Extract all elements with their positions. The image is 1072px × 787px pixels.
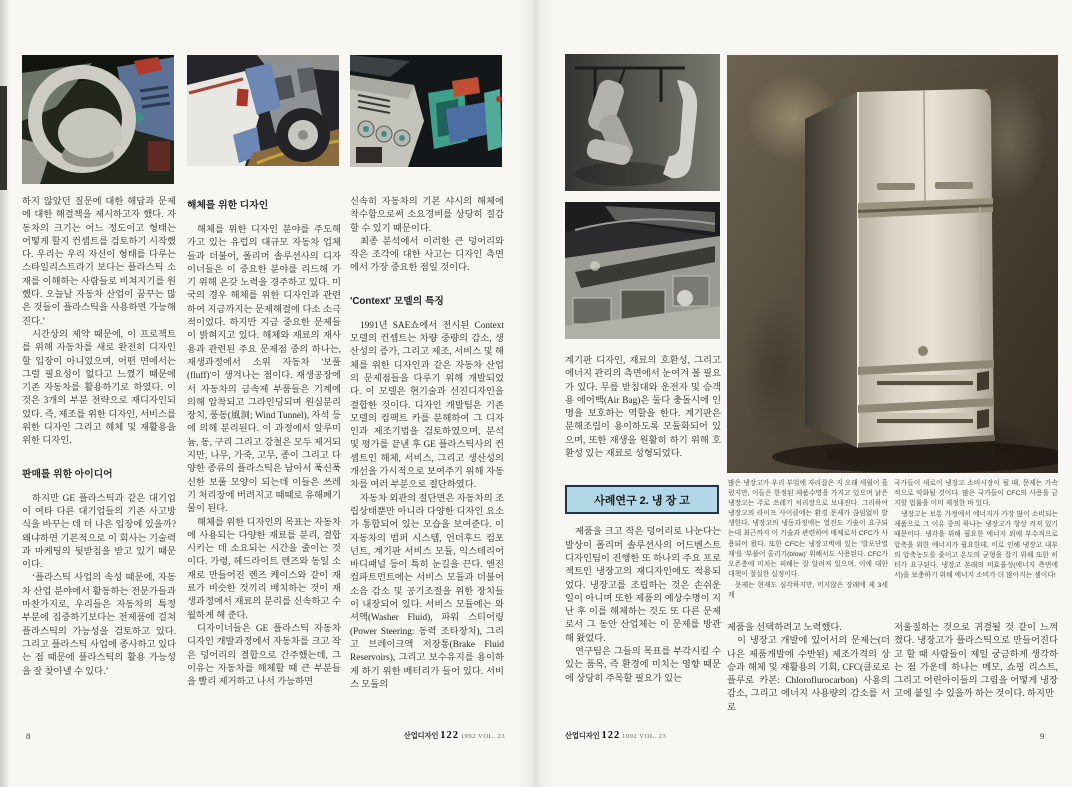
left-column-3 xyxy=(350,196,504,692)
paragraph: 하지 않았던 질문에 대한 해답과 문제에 대한 해결책을 제시하고자 했다. 자동차의 크기는 어느 정도이고 형태는 어떻게 할지 컨셉트를 검토하기 시작했다. 우리는 우리 자신이 형태를 다루는 스타일리스트라기 보다는 플라스틱 소재를 이해하는 사람들로 비쳐지기를 원했다. 오늘날 자동차 산업이 꿈꾸는 많은 것들이 플라스틱을 사용하면 가능해진다.’ xyxy=(22,197,176,327)
photo-seat-foam-parts xyxy=(565,54,720,191)
journal-issue: 122 xyxy=(440,730,459,741)
right-column-3 xyxy=(894,622,1058,702)
caption-paragraph: 국가들이 새로이 냉장고 소비시장이 될 때, 문제는 가속적으로 악화될 것이다. 많은 국가들이 CFC의 사용을 금지할 법률을 이미 제정한 바 있다. xyxy=(894,480,1058,508)
caption-paragraph: 문제는 현재도 심각하지만, 머지않은 장래에 제 3세계 xyxy=(728,581,888,600)
photo-car-rear-cutaway xyxy=(187,55,339,166)
page-number-left: 8 xyxy=(26,731,31,741)
photo-dashboard-modules xyxy=(350,55,502,167)
paragraph: 계기판 디자인, 재료의 호환성, 그리고 에너지 관리의 측면에서 눈여겨 볼 필요가 있다. 무릎 받침대와 운전자 및 승객용 에어백(Air Bag)은 둘다 충돌시에 인명을 보호하는 역할을 한다. 계기판은 분해조립이 용이하도록 모듈화되어 있으며, 또한 재생을 원활히 하기 위해 호환성 있는 재료로 성형되었다. xyxy=(565,356,721,460)
footer-right xyxy=(565,730,666,741)
paragraph: 최종 분석에서 이러한 큰 덩어리와 작은 조각에 대한 사고는 디자인 측면에서 가장 중요한 점일 것이다. xyxy=(350,236,504,274)
photo-car-interior xyxy=(22,55,174,184)
paragraph: 제품을 크고 작은 덩어리로 나눈다는 발상이 폴리머 솔루션사의 어드벤스트 디자인팀이 진행한 또 하나의 주요 프로젝트인 냉장고의 재디자인에도 적용되었다. 냉장고를 조립하는 것은 손쉬운 일이 아니며 또한 제품의 예상수명이 지난 후 이를 해체하는 것도 또 다른 문제로서 그 동안 산업체는 이 문제를 방관해 왔었다. xyxy=(565,527,721,644)
paragraph: 제품을 선택하려고 노력했다. xyxy=(727,623,842,633)
paragraph: 해체를 위한 디자인 분야를 주도해 가고 있는 유럽의 대규모 자동차 업체들과 더불어, 폴리머 솔루션사의 디자이너들은 이 중요한 분야를 리드해 가기 위해 온갖 노력을 경주하고 있다. 미국의 경우 해체를 위한 디자인과 관련하여 지금까지는 문제해결에 다소 소극적이었다. 하지만 지금 중요한 문제들이 밝혀지고 있다. 해체와 재료의 재사용과 관련된 주요 문제점 중의 하나는, 재생과정에서 소위 자동차 '보풀(fluff)'이 생겨나는 점이다. 재생공장에서 자동차의 금속제 부품들은 기계에 의해 압착되고 그라인딩되며 원심분리장치, 풍동(風洞; Wind Tunnel), 자석 등에 의해 분리된다. 이 과정에서 알루미늄, 동, 구리 그리고 강철은 모두 제거되지만, 나무, 가죽, 고무, 종이 그리고 다양한 종류의 플라스틱은 남아서 푹신푹신한 보풀 모양이 되는데 이들은 쓰레기 처리장에 버려지고 때때로 유해폐기물이 된다. xyxy=(187,225,341,515)
journal-issue: 122 xyxy=(601,730,621,741)
photo-refrigerator-concept xyxy=(727,55,1058,473)
fridge-caption-right xyxy=(894,479,1058,581)
paragraph: 저울질하는 것으로 귀결될 것 같이 느껴졌다. 냉장고가 플라스틱으로 만들어진다고 할 때 사람들이 제일 궁금하게 생각하는 점 가운데 하나는 메모, 쇼핑 리스트, 그리고 어린아이들의 그림을 어떻게 냉장고에 붙일 수 있을까 하는 것이다. 하지만 xyxy=(894,623,1058,700)
journal-meta: 1992 VOL. 23 xyxy=(621,733,667,740)
case-study-box: 사례연구 2. 냉 장 고 xyxy=(565,485,719,514)
page-gutter-shadow xyxy=(518,0,554,787)
paragraph: ‘플라스틱 사업의 속성 때문에, 자동차 산업 분야에서 활동하는 전문가들과 마찬가지로, 우리들은 자동차의 특정 부분에 집중하기보다는 전제품에 걸쳐 플라스틱의 가능성을 검토하고 있다. 그리고 플라스틱 사업에 종사하고 있다는 점 때문에 플라스틱의 활용 가능성을 잘 찾아낼 수 있다.’ xyxy=(22,573,176,677)
section-heading-design-for-disassembly: 해체를 위한 디자인 xyxy=(187,200,269,211)
footer-left xyxy=(330,730,505,741)
paragraph: 이 냉장고 개발에 있어서의 문제는(더 나은 제품개발에 수반된) 제조가격의 상승과 해체 및 재활용의 기회, CFC(클로로플루로 카본: Chloroflurocarbon) 사용의 감소, 그리고 에너지 사용량의 감소를 서로 xyxy=(727,636,890,713)
page-number-right: 9 xyxy=(1040,731,1045,741)
paragraph: 1991년 SAE쇼에서 전시된 Context 모델의 컨셉트는 차량 중량의 감소, 생산성의 증가, 그리고 제조, 서비스 및 해체를 위한 디자인과 같은 자동차 산업의 문제점들을 다루기 위해 개발되었다. 이 모델은 현기술과 선진디자인을 결합한 것이다. 디자인 개발팀은 기존 모델의 컴팩트 카를 분해하여 그 디자인과 제조기법을 검토하였으며, 분석 및 평가를 끝낸 후 GE 플라스틱사의 컨셉트인 해체, 서비스, 그리고 생산성의 개선을 가시적으로 보여주기 위해 자동차를 여러 부분으로 절단하였다. xyxy=(350,320,504,491)
paragraph: 자동차 외관의 절단면은 자동차의 조립상태뿐만 아니라 다양한 디자인 요소가 통합되어 있는 모습을 보여준다. 이 자동차의 범퍼 시스템, 언더후드 컴포넌트, 계기판 서비스 모듈, 익스테리어 바디패널 등이 특히 눈길을 끈다. 엔진 컴파트먼트에는 서비스 모듈과 더불어 소음 감소 및 공기조절을 위한 장치들이 내장되어 있다. 서비스 모듈에는 와셔액(Washer Fluid), 파워 스티어링(Power Steering: 동력 조타장치), 그리고 브레이크액 저장통(Brake Fluid Reservoirs), 그리고 보수유지를 용이하게 하기 위한 배터리가 들어 있다. 서비스 모듈의 xyxy=(350,493,505,690)
photo-trunk-interior xyxy=(565,202,720,339)
section-heading-sales-ideas: 판매를 위한 아이디어 xyxy=(22,468,113,480)
paragraph: 해체를 위한 디자인의 목표는 자동차에 사용되는 다양한 재료를 분리, 결합시키는 데 소요되는 시간을 줄이는 것이다. 가령, 헤드라이트 렌즈와 동일 소재로 만들어진 렌즈 케이스와 같이 재료가 비슷한 것끼리 배치하는 것이 재생과정에서 재료의 분리를 신속하고 수월하게 해 준다. xyxy=(187,517,342,621)
paragraph: 하지만 GE 플라스틱과 같은 대기업이 여타 다른 대기업들의 기존 사고방식을 바꾸는 데 더 나은 입장에 있을까? 왜냐하면 기본적으로 이 회사는 기술력과 마케팅의 뒷받침을 받고 있기 때문이다. xyxy=(22,493,176,571)
caption-paragraph: 많은 냉장고가 우리 부엌에 자리잡은 지 오래 세월이 흘렀지만, 이들은 한정된 제품수명을 가지고 있으며 낡은 냉장고는 주로 쓰레기 처리장으로 보내진다. 그리하여 냉장고의 라이프 사이클에는 환경 문제가 끊임없이 발생한다. 냉장고의 냉동과정에는 열전도 기술이 요구되는데 최근까지 이 기술과 관련하여 매체로서 CFC가 사용되어 왔다. 또한 CFC는 냉장고벽에 있는 '발포단열재'를 '부풀어 올리기(blow)' 위해서도 사용된다. CFC가 오존층에 미치는 피해는 잘 알려져 있으며, 이에 대한 대책이 절실한 실정이다. xyxy=(728,480,888,578)
fridge-caption-left xyxy=(728,479,888,601)
journal-meta: 1992 VOL. 23 xyxy=(460,733,505,740)
left-column-1 xyxy=(22,196,176,679)
right-column-1 xyxy=(565,355,721,686)
paragraph: 신속히 자동차의 기본 샤시의 해체에 착수함으로써 소요경비를 상당히 절감할 수 있기 때문이다. xyxy=(350,197,504,234)
scan-edge-blotch xyxy=(0,86,7,190)
paragraph: 시간상의 제약 때문에, 이 프로젝트를 위해 자동차를 새로 완전히 디자인할 입장이 아니었으며, 어떤 면에서는 그럴 필요성이 없다고 느꼈기 때문에 기존 자동차를 활용하기로 하였다. 이것은 3개의 부분 전략으로 재디자인되었다. 즉, 제조를 위한 디자인, 서비스를 위한 디자인 그리고 해체 및 재활용을 위한 디자인. xyxy=(22,329,176,447)
journal-name: 산업디자인 xyxy=(403,731,439,740)
section-heading-context-model: 'Context' 모델의 특징 xyxy=(350,295,444,307)
journal-name: 산업디자인 xyxy=(565,731,600,740)
paragraph: 디자이너들은 GE 플라스틱 자동차 디자인 개발과정에서 자동차를 크고 작은 덩어리의 결합으로 간주했는데, 그 이유는 자동차를 해체할 때 큰 부분들을 빨리 제거하고 나서 가능하면 xyxy=(187,623,341,688)
caption-paragraph: 냉장고는 보통 가정에서 에너지가 가장 많이 소비되는 제품으로 그 이유 중의 하나는 냉장고가 항상 켜져 있기 때문이다. 냉각을 위해 필요한 에너지 외에 부수적으로 압축을 위한 에너지가 필요한데, 이로 인해 냉장고 내부의 압축농도를 줄이고 온도의 균형을 잡기 위해 또한 히터가 요구된다. 냉장고 본래의 비효율성(에너지 측면에서)을 보충하기 위해 에너지 소비가 더 많아지는 셈이다! xyxy=(894,511,1058,579)
paragraph: 연구팀은 그들의 목표를 부각시킬 수 있는 품목, 즉 환경에 미치는 영향 때문에 상당히 주목할 필요가 있는 xyxy=(565,647,721,684)
right-column-2 xyxy=(727,622,890,715)
left-column-2 xyxy=(187,196,341,689)
